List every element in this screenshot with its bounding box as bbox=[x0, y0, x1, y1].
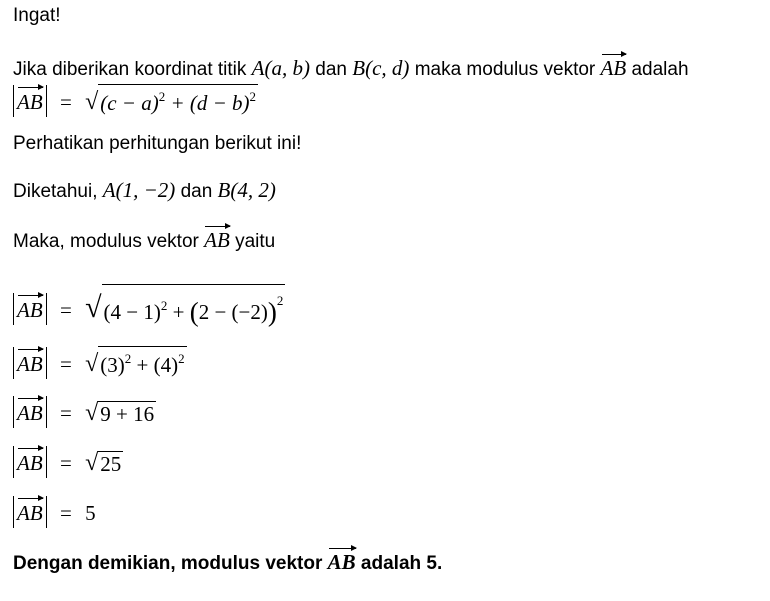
step-3: AB = √ 9 + 16 bbox=[13, 396, 156, 428]
rule-formula: AB = √ $(c - a)^2 + (d - b)^2$ bbox=[13, 84, 258, 117]
given: Diketahui, A(1, −2) dan B(4, 2) bbox=[13, 178, 276, 202]
rule-sentence: Jika diberikan koordinat titik A(a, b) dan B(c, d) maka modulus vektor AB adalah bbox=[13, 52, 689, 82]
then-sentence: Maka, modulus vektor AB yaitu bbox=[13, 224, 275, 254]
step-5: AB = 5 bbox=[13, 496, 96, 528]
radical-icon: √ bbox=[85, 89, 99, 115]
step-2: AB = √ $(3)^2 + (4)^2$ bbox=[13, 346, 187, 379]
instruction: Perhatikan perhitungan berikut ini! bbox=[13, 133, 302, 154]
vector-ab: AB bbox=[328, 546, 356, 574]
heading-ingat: Ingat! bbox=[13, 5, 61, 26]
modulus-lhs: AB bbox=[13, 85, 47, 117]
radical-icon: √ bbox=[85, 450, 99, 476]
point-a: A(1, −2) bbox=[102, 178, 176, 202]
vector-ab: AB bbox=[204, 224, 230, 252]
point-a-general: A(a, b) bbox=[251, 56, 310, 80]
radical-icon: √ bbox=[85, 351, 99, 377]
vector-ab: AB bbox=[601, 52, 627, 80]
sqrt-expression: √ $(c - a)^2 + (d - b)^2$ bbox=[85, 84, 258, 115]
radical-icon: √ bbox=[85, 400, 99, 426]
radical-icon: √ bbox=[85, 291, 102, 324]
point-b: B(4, 2) bbox=[217, 178, 276, 202]
conclusion: Dengan demikian, modulus vektor AB adalah 5. bbox=[13, 546, 442, 576]
step-4: AB = √ 25 bbox=[13, 446, 123, 478]
result-value: 5 bbox=[85, 501, 96, 525]
point-b-general: B(c, d) bbox=[352, 56, 410, 80]
step-1: AB = √ $(4 - 1)^2 + (2 - (-2))^2$ bbox=[13, 284, 285, 325]
